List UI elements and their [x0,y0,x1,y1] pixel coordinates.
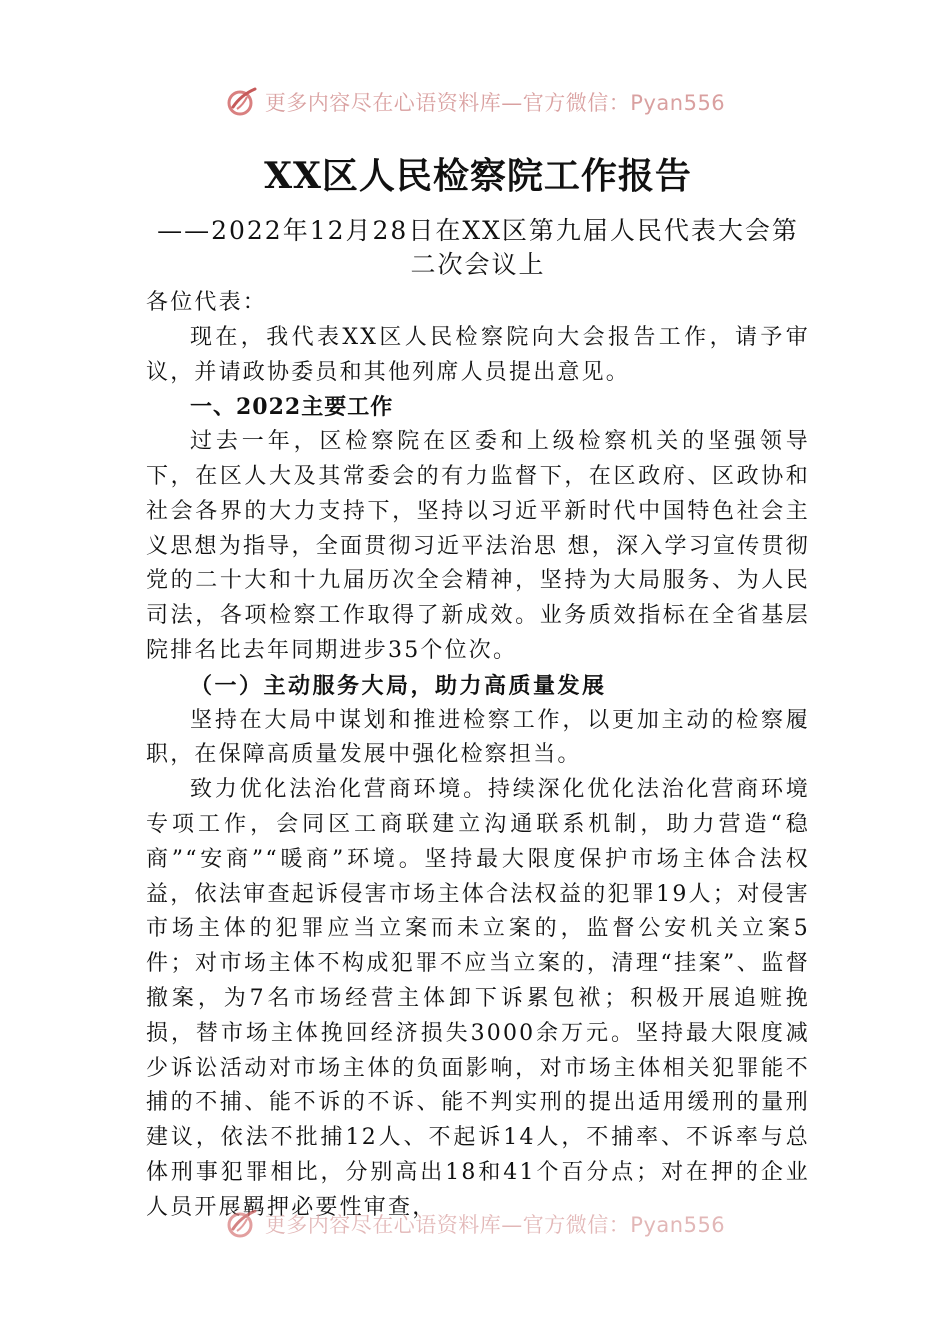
watermark-header [0,82,950,122]
document-page [146,140,810,1226]
subsection-heading-1: （一）主动服务大局，助力高质量发展 [190,672,607,699]
intro-paragraph: 现在，我代表XX区人民检察院向大会报告工作，请予审议，并请政协委员和其他列席人员提出意见。 [146,324,810,385]
section-1-paragraph: 过去一年，区检察院在区委和上级检察机关的坚强领导下，在区人大及其常委会的有力监督下，在区政府、区政协和社会各界的大力支持下，坚持以习近平新时代中国特色社会主义思想为指导，全面贯彻习近平法治思 想，深入学习宣传贯彻党的二十大和十九届历次全会精神，坚持为大局服务、为人民司法，各项检察工作取得了新成效。业务质效指标在全省基层院排名比去年同期进步35个位次。 [146,429,810,663]
salutation: 各位代表： [146,290,268,315]
section-heading-1: 一、2022主要工作 [190,394,394,421]
watermark-text: 更多内容尽在心语资料库—官方微信：Pyan556 [264,1213,726,1237]
subsection-1-paragraph-1: 坚持在大局中谋划和推进检察工作，以更加主动的检察履职，在保障高质量发展中强化检察担当。 [146,707,810,768]
calligraphy-brush-seal-icon [225,85,259,119]
calligraphy-brush-seal-icon [225,1207,259,1241]
subsection-1-paragraph-2: 致力优化法治化营商环境。持续深化优化法治化营商环境专项工作，会同区工商联建立沟通联系机制，助力营造“稳商”“安商”“暖商”环境。坚持最大限度保护市场主体合法权益，依法审查起诉侵害市场主体合法权益的犯罪19人；对侵害市场主体的犯罪应当立案而未立案的，监督公安机关立案5件；对市场主体不构成犯罪不应当立案的，清理“挂案”、监督撤案，为7名市场经营主体卸下诉累包袱；积极开展追赃挽损，替市场主体挽回经济损失3000余万元。坚持最大限度减少诉讼活动对市场主体的负面影响，对市场主体相关犯罪能不捕的不捕、能不诉的不诉、能不判实刑的提出适用缓刑的量刑建议，依法不批捕12人、不起诉14人，不捕率、不诉率与总体刑事犯罪相比，分别高出18和41个百分点；对在押的企业人员开展羁押必要性审查， [146,777,810,1220]
document-title: XX区人民检察院工作报告 [264,155,692,197]
watermark-text: 更多内容尽在心语资料库—官方微信：Pyan556 [264,91,726,115]
watermark-footer [0,1204,950,1244]
document-subtitle: ——2022年12月28日在XX区第九届人民代表大会第二次会议上 [157,216,799,279]
